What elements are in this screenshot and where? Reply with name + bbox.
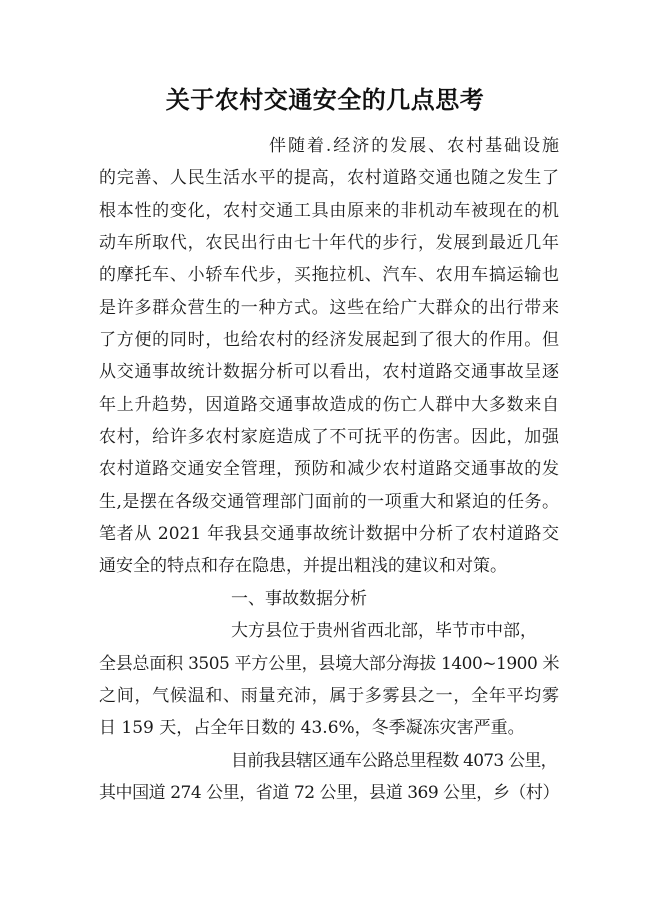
paragraph-line: 从交通事故统计数据分析可以看出，农村道路交通事故呈逐 bbox=[99, 362, 559, 383]
paragraph-line: 其中国道 274 公里，省道 72 公里，县道 369 公里，乡（村） bbox=[99, 782, 559, 803]
paragraph-line: 生,是摆在各级交通管理部门面前的一项重大和紧迫的任务。 bbox=[99, 491, 559, 512]
paragraph-line: 农村，给许多农村家庭造成了不可抚平的伤害。因此，加强 bbox=[99, 427, 559, 448]
document-body bbox=[99, 130, 559, 809]
paragraph-line: 之间，气候温和、雨量充沛，属于多雾县之一，全年平均雾 bbox=[99, 685, 559, 706]
document-title: 关于农村交通安全的几点思考 bbox=[165, 86, 485, 114]
paragraph-line: 笔者从 2021 年我县交通事故统计数据中分析了农村道路交 bbox=[99, 524, 559, 545]
paragraph-line: 伴随着.经济的发展、农村基础设施 bbox=[269, 136, 559, 156]
paragraph-line: 通安全的特点和存在隐患，并提出粗浅的建议和对策。 bbox=[99, 556, 507, 577]
paragraph-line: 全县总面积 3505 平方公里，县境大部分海拔 1400~1900 米 bbox=[99, 653, 559, 674]
paragraph-line: 了方便的同时，也给农村的经济发展起到了很大的作用。但 bbox=[99, 330, 559, 351]
paragraph-line: 动车所取代，农民出行由七十年代的步行，发展到最近几年 bbox=[99, 233, 559, 254]
paragraph-line: 农村道路交通安全管理，预防和减少农村道路交通事故的发 bbox=[99, 459, 559, 480]
paragraph-line: 是许多群众营生的一种方式。这些在给广大群众的出行带来 bbox=[99, 297, 559, 318]
paragraph-line: 年上升趋势，因道路交通事故造成的伤亡人群中大多数来自 bbox=[99, 394, 559, 415]
paragraph-line: 日 159 天，占全年日数的 43.6%，冬季凝冻灾害严重。 bbox=[99, 718, 525, 739]
paragraph-line: 大方县位于贵州省西北部，毕节市中部， bbox=[231, 621, 537, 642]
section-heading: 一、事故数据分析 bbox=[231, 588, 367, 609]
paragraph-line: 根本性的变化，农村交通工具由原来的非机动车被现在的机 bbox=[99, 200, 559, 221]
paragraph-line: 的摩托车、小轿车代步，买拖拉机、汽车、农用车搞运输也 bbox=[99, 265, 559, 286]
paragraph-line: 的完善、人民生活水平的提高，农村道路交通也随之发生了 bbox=[99, 168, 559, 189]
paragraph-line: 目前我县辖区通车公路总里程数 4073 公里， bbox=[231, 750, 557, 771]
